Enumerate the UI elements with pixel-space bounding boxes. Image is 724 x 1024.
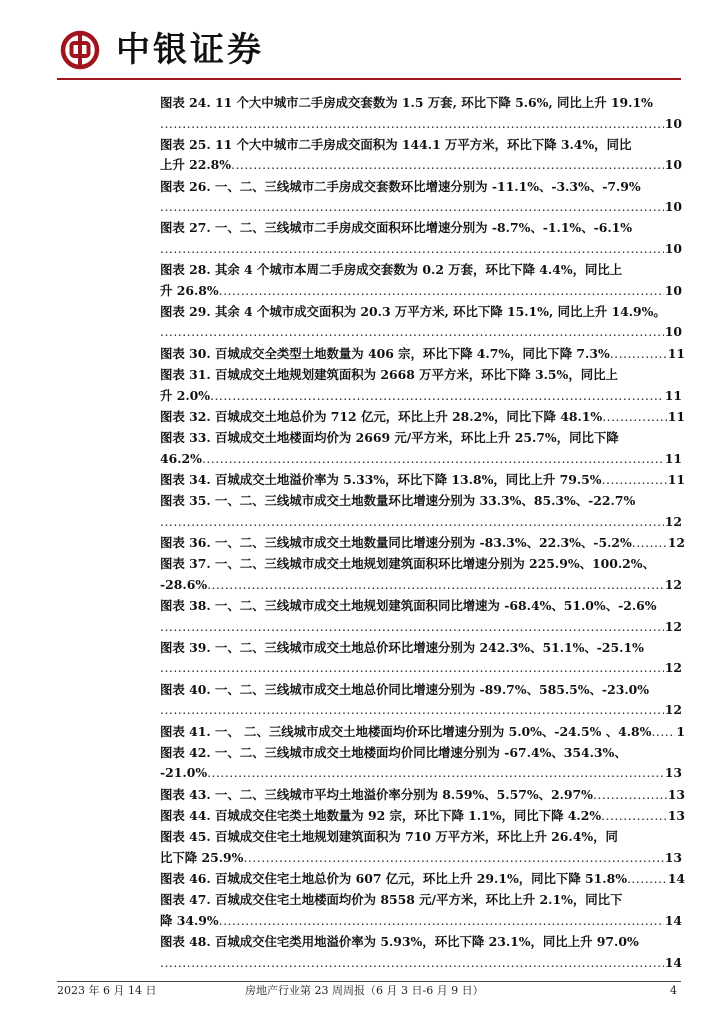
toc-entry[interactable] — [160, 470, 724, 491]
toc-entry[interactable] — [160, 135, 724, 176]
toc-entry-text: 图表 43. 一、二、三线城市平均土地溢价率分别为 8.59%、5.57%、2.97% — [160, 786, 593, 802]
footer-title: 房地产行业第 23 周周报（6 月 3 日-6 月 9 日） — [245, 984, 484, 997]
dot-leader — [219, 911, 664, 932]
toc-entry[interactable] — [160, 533, 724, 554]
toc-entry-text: 图表 32. 百城成交土地总价为 712 亿元，环比上升 28.2%，同比下降 48.1% — [160, 408, 603, 424]
dot-leader — [651, 722, 675, 743]
header-divider — [57, 78, 681, 80]
toc-entry[interactable] — [160, 344, 724, 365]
dot-leader — [243, 848, 663, 869]
dot-leader — [207, 763, 664, 784]
toc-entry[interactable] — [160, 302, 724, 343]
toc-entry-text: 降 34.9% — [160, 912, 219, 928]
table-of-figures — [160, 93, 724, 974]
toc-entry[interactable] — [160, 260, 724, 301]
toc-entry-text: 图表 48. 百城成交住宅类用地溢价率为 5.93%，环比下降 23.1%，同比上升 97.0% — [160, 934, 639, 950]
toc-entry-text: 图表 34. 百城成交土地溢价率为 5.33%，环比下降 13.8%，同比上升 79.5% — [160, 471, 602, 487]
toc-entry-text: 图表 46. 百城成交住宅土地总价为 607 亿元，环比上升 29.1%，同比下降 51.8% — [160, 871, 627, 887]
dot-leader — [160, 114, 664, 135]
dot-leader — [632, 533, 667, 554]
toc-page-number: 10 — [664, 324, 682, 340]
toc-entry-text: 图表 47. 百城成交住宅土地楼面均价为 8558 元/平方米，环比上升 2.1%，同比下 — [160, 892, 623, 908]
footer-date: 2023 年 6 月 14 日 — [57, 984, 157, 997]
toc-entry[interactable] — [160, 890, 724, 931]
toc-entry[interactable] — [160, 680, 724, 721]
dot-leader — [160, 239, 664, 260]
toc-entry[interactable] — [160, 428, 724, 469]
toc-entry-text: 图表 44. 百城成交住宅类土地数量为 92 宗，环比下降 1.1%，同比下降 4.2% — [160, 807, 602, 823]
toc-entry[interactable] — [160, 177, 724, 218]
toc-entry-text: 图表 39. 一、二、三线城市成交土地总价环比增速分别为 242.3%、51.1%、-25.1% — [160, 639, 644, 655]
toc-page-number: 12 — [664, 576, 682, 592]
toc-entry-text: 图表 31. 百城成交土地规划建筑面积为 2668 万平方米，环比下降 3.5%，同比上 — [160, 367, 618, 383]
toc-page-number: 13 — [667, 786, 685, 802]
toc-entry-text: 图表 37. 一、二、三线城市成交土地规划建筑面积环比增速分别为 225.9%、100.2%、 — [160, 556, 655, 572]
dot-leader — [602, 407, 667, 428]
toc-entry[interactable] — [160, 407, 724, 428]
toc-page-number: 10 — [664, 240, 682, 256]
dot-leader — [202, 449, 664, 470]
toc-entry-text: 图表 40. 一、二、三线城市成交土地总价同比增速分别为 -89.7%、585.5%、-23.0% — [160, 681, 650, 697]
dot-leader — [593, 785, 667, 806]
dot-leader — [160, 953, 664, 974]
toc-entry-text: 图表 25. 11 个大中城市二手房成交面积为 144.1 万平方米，环比下降 3.4%，同比 — [160, 136, 632, 152]
page-header — [0, 0, 724, 84]
toc-entry-text: -21.0% — [160, 765, 208, 781]
toc-page-number: 11 — [667, 345, 685, 361]
dot-leader — [160, 617, 664, 638]
toc-entry[interactable] — [160, 932, 724, 973]
toc-page-number: 10 — [664, 199, 682, 215]
toc-entry[interactable] — [160, 491, 724, 532]
toc-page-number: 11 — [667, 471, 685, 487]
bank-of-china-logo-icon — [60, 30, 100, 70]
toc-entry-text: 图表 26. 一、二、三线城市二手房成交套数环比增速分别为 -11.1%、-3.3%、-7.9% — [160, 178, 641, 194]
toc-page-number: 10 — [664, 115, 682, 131]
toc-entry-text: 图表 41. 一、 二、三线城市成交土地楼面均价环比增速分别为 5.0%、-24.5% 、4.8% — [160, 723, 652, 739]
toc-entry-text: 比下降 25.9% — [160, 849, 244, 865]
toc-entry-text: 图表 38. 一、二、三线城市成交土地规划建筑面积同比增速为 -68.4%、51.0%、-2.6% — [160, 598, 657, 614]
dot-leader — [207, 575, 664, 596]
toc-entry-text: 图表 35. 一、二、三线城市成交土地数量环比增速分别为 33.3%、85.3%、-22.7% — [160, 493, 636, 509]
dot-leader — [160, 197, 664, 218]
toc-page-number: 12 — [664, 702, 682, 718]
toc-entry-text: -28.6% — [160, 576, 208, 592]
toc-entry[interactable] — [160, 869, 724, 890]
toc-page-number: 12 — [664, 618, 682, 634]
toc-page-number: 14 — [664, 954, 682, 970]
toc-entry[interactable] — [160, 806, 724, 827]
toc-entry-text: 图表 29. 其余 4 个城市成交面积为 20.3 万平方米, 环比下降 15.1%, 同比上升 14.9%。 — [160, 303, 666, 319]
toc-entry-text: 图表 42. 一、二、三线城市成交土地楼面均价同比增速分别为 -67.4%、354.3%、 — [160, 744, 627, 760]
toc-page-number: 12 — [667, 535, 685, 551]
toc-entry[interactable] — [160, 638, 724, 679]
toc-entry-text: 图表 28. 其余 4 个城市本周二手房成交套数为 0.2 万套，环比下降 4.4%，同比上 — [160, 262, 623, 278]
dot-leader — [610, 344, 667, 365]
toc-page-number: 1 — [676, 723, 685, 739]
dot-leader — [160, 658, 664, 679]
toc-page-number: 13 — [664, 849, 682, 865]
toc-page-number: 12 — [664, 513, 682, 529]
toc-entry-text: 46.2% — [160, 450, 202, 466]
toc-entry[interactable] — [160, 93, 724, 134]
logo-text: 中银证券 — [116, 30, 264, 70]
toc-entry-text: 图表 27. 一、二、三线城市二手房成交面积环比增速分别为 -8.7%、-1.1%、-6.1% — [160, 220, 633, 236]
dot-leader — [160, 700, 664, 721]
toc-entry-text: 升 26.8% — [160, 282, 219, 298]
toc-page-number: 13 — [667, 807, 685, 823]
toc-page-number: 14 — [667, 871, 685, 887]
toc-page-number: 11 — [664, 450, 682, 466]
toc-page-number: 12 — [664, 660, 682, 676]
toc-entry[interactable] — [160, 827, 724, 868]
footer-divider — [57, 981, 681, 982]
toc-page-number: 14 — [664, 912, 682, 928]
toc-entry-text: 图表 30. 百城成交全类型土地数量为 406 宗，环比下降 4.7%，同比下降 7.3% — [160, 345, 610, 361]
toc-entry-text: 图表 24. 11 个大中城市二手房成交套数为 1.5 万套, 环比下降 5.6%, 同比上升 19.1% — [160, 95, 653, 110]
toc-page-number: 13 — [664, 765, 682, 781]
toc-entry-text: 图表 45. 百城成交住宅土地规划建筑面积为 710 万平方米，环比上升 26.4%，同 — [160, 829, 618, 845]
toc-entry[interactable] — [160, 596, 724, 637]
toc-page-number: 10 — [664, 282, 682, 298]
dot-leader — [627, 869, 667, 890]
toc-entry-text: 图表 33. 百城成交土地楼面均价为 2669 元/平方米，环比上升 25.7%，同比下降 — [160, 430, 619, 446]
toc-entry[interactable] — [160, 218, 724, 259]
toc-page-number: 11 — [664, 387, 682, 403]
dot-leader — [210, 386, 664, 407]
dot-leader — [219, 281, 664, 302]
toc-entry[interactable] — [160, 554, 724, 595]
dot-leader — [160, 512, 664, 533]
toc-entry-text: 升 2.0% — [160, 387, 211, 403]
dot-leader — [601, 806, 667, 827]
toc-entry[interactable] — [160, 722, 724, 743]
toc-page-number: 10 — [664, 157, 682, 173]
dot-leader — [160, 322, 664, 343]
toc-entry[interactable] — [160, 365, 724, 406]
footer-page-number: 4 — [670, 984, 677, 997]
toc-entry[interactable] — [160, 785, 724, 806]
toc-entry-text: 图表 36. 一、二、三线城市成交土地数量同比增速分别为 -83.3%、22.3%、-5.2% — [160, 535, 632, 551]
toc-entry-text: 上升 22.8% — [160, 157, 232, 173]
toc-page-number: 11 — [667, 408, 685, 424]
dot-leader — [231, 155, 664, 176]
toc-entry[interactable] — [160, 743, 724, 784]
dot-leader — [602, 470, 667, 491]
